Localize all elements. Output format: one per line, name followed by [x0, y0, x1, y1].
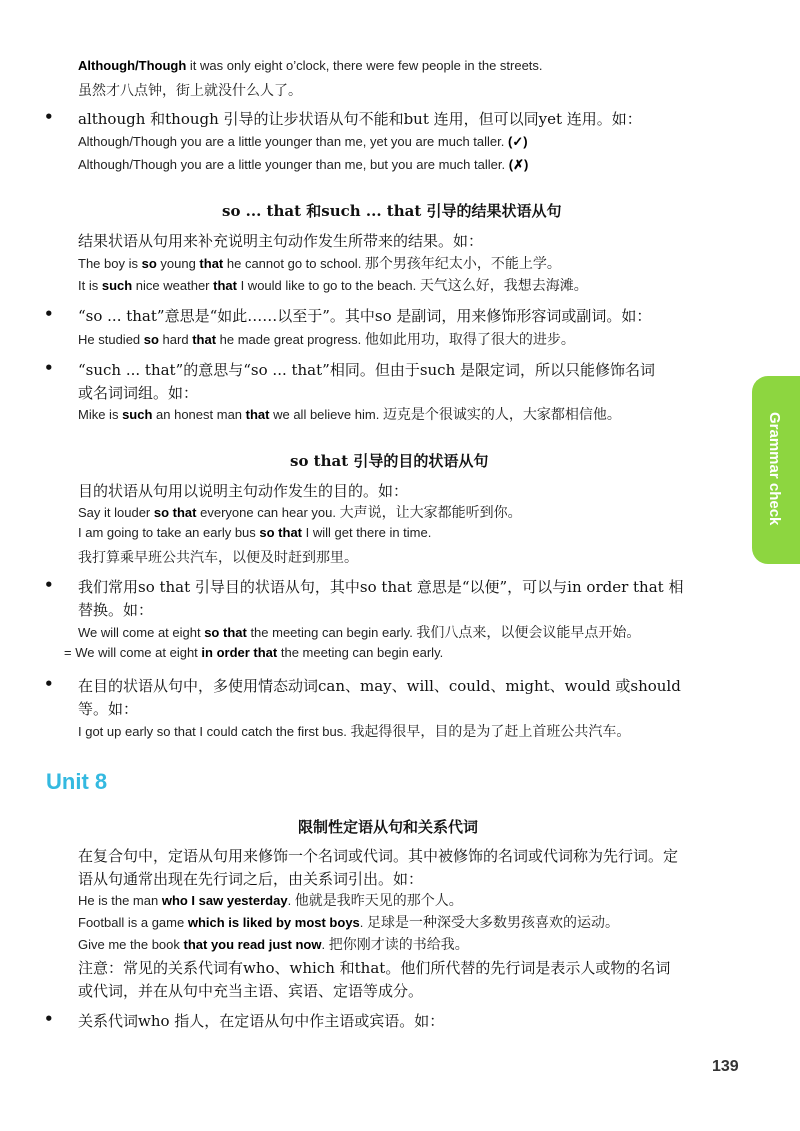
bullet-text: 在目的状语从句中，多使用情态动词can、may、will、could、might、would 或should: [78, 677, 681, 695]
example-sentence: = We will come at eight in order that the meeting can begin early.: [64, 645, 444, 660]
example-sentence: Give me the book that you read just now. 把你刚才读的书给我。: [78, 937, 469, 953]
example-translation: 虽然才八点钟，街上就没什么人了。: [78, 83, 302, 99]
example-sentence: Mike is such an honest man that we all believe him. 迈克是个很诚实的人，大家都相信他。: [78, 407, 621, 423]
bullet-text: 或名词词组。如：: [78, 384, 199, 402]
example-sentence: I am going to take an early bus so that I will get there in time.: [78, 525, 432, 540]
paragraph: 语从句通常出现在先行词之后，由关系词引出。如：: [78, 870, 424, 888]
example-sentence: We will come at eight so that the meeting can begin early. 我们八点来，以便会议能早点开始。: [78, 625, 641, 641]
bullet-marker: •: [44, 305, 54, 323]
unit-title: Unit 8: [46, 769, 108, 794]
bullet-text: although 和though 引导的让步状语从句不能和but 连用，但可以同yet 连用。如：: [78, 110, 642, 128]
bullet-text: “such ... that”的意思与“so ... that”相同。但由于such 是限定词，所以只能修饰名词: [78, 361, 656, 379]
paragraph: 在复合句中，定语从句用来修饰一个名词或代词。其中被修饰的名词或代词称为先行词。定: [78, 847, 679, 865]
example-sentence: It is such nice weather that I would like to go to the beach. 天气这么好，我想去海滩。: [78, 278, 588, 294]
bullet-marker: •: [44, 576, 54, 594]
bullet-marker: •: [44, 359, 54, 377]
section-heading: so ... that 和such ... that 引导的结果状语从句: [222, 202, 562, 220]
bullet-text: 关系代词who 指人，在定语从句中作主语或宾语。如：: [78, 1012, 445, 1030]
paragraph: 结果状语从句用来补充说明主句动作发生所带来的结果。如：: [78, 232, 484, 250]
bullet-marker: •: [44, 675, 54, 693]
bullet-marker: •: [44, 1010, 54, 1028]
bullet-text: 等。如：: [78, 700, 139, 718]
note: 注意：常见的关系代词有who、which 和that。他们所代替的先行词是表示人或物的名词: [78, 959, 671, 977]
note: 或代词，并在从句中充当主语、宾语、定语等成分。: [78, 982, 424, 1000]
example-sentence: Although/Though you are a little younger than me, yet you are much taller. (✓): [78, 134, 528, 149]
example-sentence: Football is a game which is liked by most boys. 足球是一种深受大多数男孩喜欢的运动。: [78, 915, 620, 931]
example-sentence: I got up early so that I could catch the first bus. 我起得很早，目的是为了赶上首班公共汽车。: [78, 724, 631, 740]
example-sentence: Say it louder so that everyone can hear you. 大声说，让大家都能听到你。: [78, 505, 522, 521]
bullet-marker: •: [44, 108, 54, 126]
bullet-text: 我们常用so that 引导目的状语从句，其中so that 意思是“以便”，可以与in order that 相: [78, 578, 684, 596]
section-heading: 限制性定语从句和关系代词: [298, 818, 479, 836]
page-number: 139: [712, 1058, 739, 1075]
section-heading: so that 引导的目的状语从句: [290, 452, 489, 470]
bullet-text: 替换。如：: [78, 601, 154, 619]
grammar-check-tab-label: Grammar check: [766, 412, 783, 526]
example-sentence: Although/Though it was only eight o’clock, there were few people in the streets.: [78, 58, 543, 73]
example-sentence: He is the man who I saw yesterday. 他就是我昨天见的那个人。: [78, 893, 463, 909]
example-sentence: The boy is so young that he cannot go to school. 那个男孩年纪太小，不能上学。: [78, 256, 561, 272]
example-translation: 我打算乘早班公共汽车，以便及时赶到那里。: [78, 550, 358, 566]
bullet-text: “so ... that”意思是“如此……以至于”。其中so 是副词，用来修饰形容词或副词。如：: [78, 307, 652, 325]
example-sentence: Although/Though you are a little younger than me, but you are much taller. (✗): [78, 157, 529, 172]
paragraph: 目的状语从句用以说明主句动作发生的目的。如：: [78, 482, 409, 500]
example-sentence: He studied so hard that he made great progress. 他如此用功，取得了很大的进步。: [78, 332, 575, 348]
